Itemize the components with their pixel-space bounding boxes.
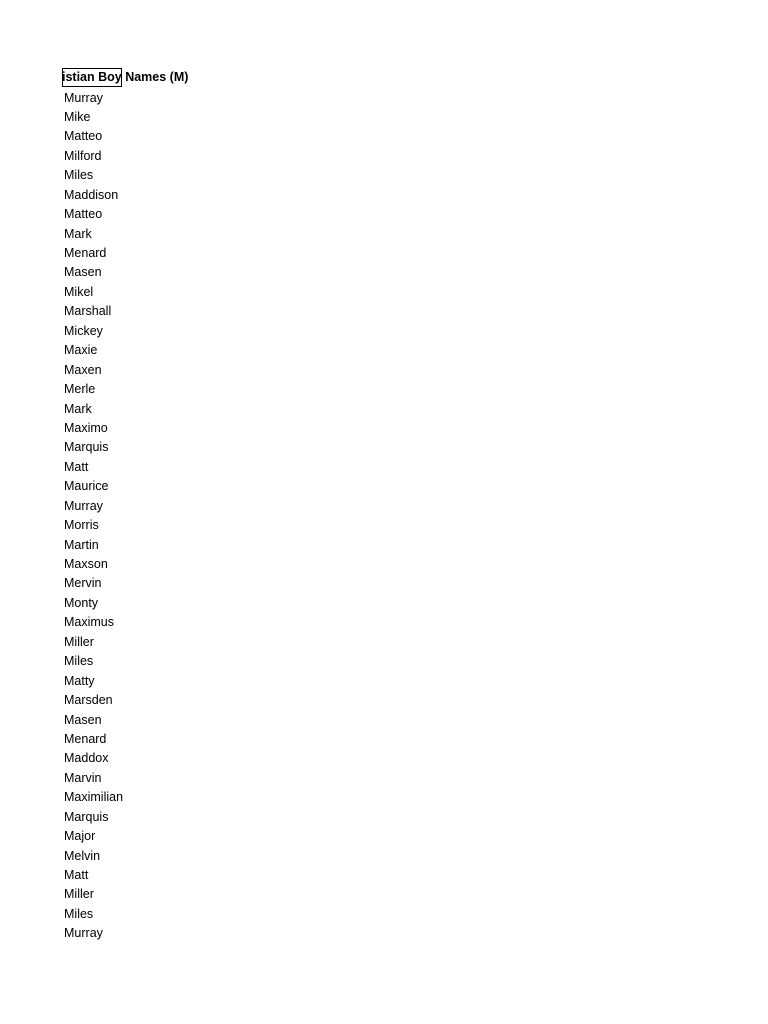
name-cell[interactable]: Merle <box>64 382 96 397</box>
name-cell[interactable]: Maxson <box>64 557 108 571</box>
name-cell[interactable]: Mike <box>64 109 91 124</box>
name-cell[interactable]: Marquis <box>64 440 109 455</box>
name-cell[interactable]: Maurice <box>64 479 109 494</box>
header-text: istian Boy Names (M) <box>62 70 189 84</box>
name-cell[interactable]: Matt <box>64 459 89 474</box>
name-cell[interactable]: Maddison <box>64 187 119 202</box>
name-cell[interactable]: Maxen <box>64 362 102 377</box>
name-cell[interactable]: Maddox <box>64 751 109 766</box>
name-cell[interactable]: Miles <box>64 168 94 183</box>
name-cell[interactable]: Major <box>64 829 96 844</box>
name-cell[interactable]: Mikel <box>64 284 94 299</box>
name-cell[interactable]: Marvin <box>64 770 102 785</box>
name-cell[interactable]: Mark <box>64 226 92 241</box>
name-list <box>64 89 123 944</box>
name-cell[interactable]: Miles <box>64 906 94 921</box>
name-cell[interactable]: Maximilian <box>64 790 124 805</box>
name-cell[interactable]: Menard <box>64 246 107 260</box>
name-cell[interactable]: Milford <box>64 148 102 163</box>
name-cell[interactable]: Mickey <box>64 323 103 338</box>
name-cell[interactable]: Mark <box>64 401 92 416</box>
header-cell[interactable] <box>62 68 188 87</box>
name-cell[interactable]: Murray <box>64 926 103 941</box>
name-cell[interactable]: Masen <box>64 265 102 280</box>
name-cell[interactable]: Matteo <box>64 207 103 222</box>
name-cell[interactable]: Marsden <box>64 693 113 708</box>
name-cell[interactable]: Mervin <box>64 576 102 591</box>
name-cell[interactable]: Matt <box>64 868 89 882</box>
name-cell[interactable]: Menard <box>64 731 107 746</box>
name-cell[interactable]: Maximus <box>64 615 115 630</box>
name-cell[interactable]: Monty <box>64 595 99 610</box>
name-cell[interactable]: Matty <box>64 673 95 688</box>
name-cell[interactable]: Marshall <box>64 304 112 319</box>
name-cell[interactable]: Matteo <box>64 129 103 144</box>
name-cell[interactable]: Miles <box>64 654 94 669</box>
name-cell[interactable]: Martin <box>64 537 99 552</box>
name-cell[interactable]: Maxie <box>64 343 98 358</box>
name-cell[interactable]: Miller <box>64 634 94 649</box>
name-cell[interactable]: Morris <box>64 518 99 533</box>
name-cell[interactable]: Marquis <box>64 809 109 824</box>
name-cell[interactable]: Melvin <box>64 848 101 863</box>
name-cell[interactable]: Masen <box>64 712 102 727</box>
name-cell[interactable]: Murray <box>64 498 103 513</box>
name-cell[interactable]: Miller <box>64 887 94 902</box>
name-cell[interactable]: Maximo <box>64 420 108 435</box>
name-cell[interactable]: Murray <box>64 90 103 105</box>
